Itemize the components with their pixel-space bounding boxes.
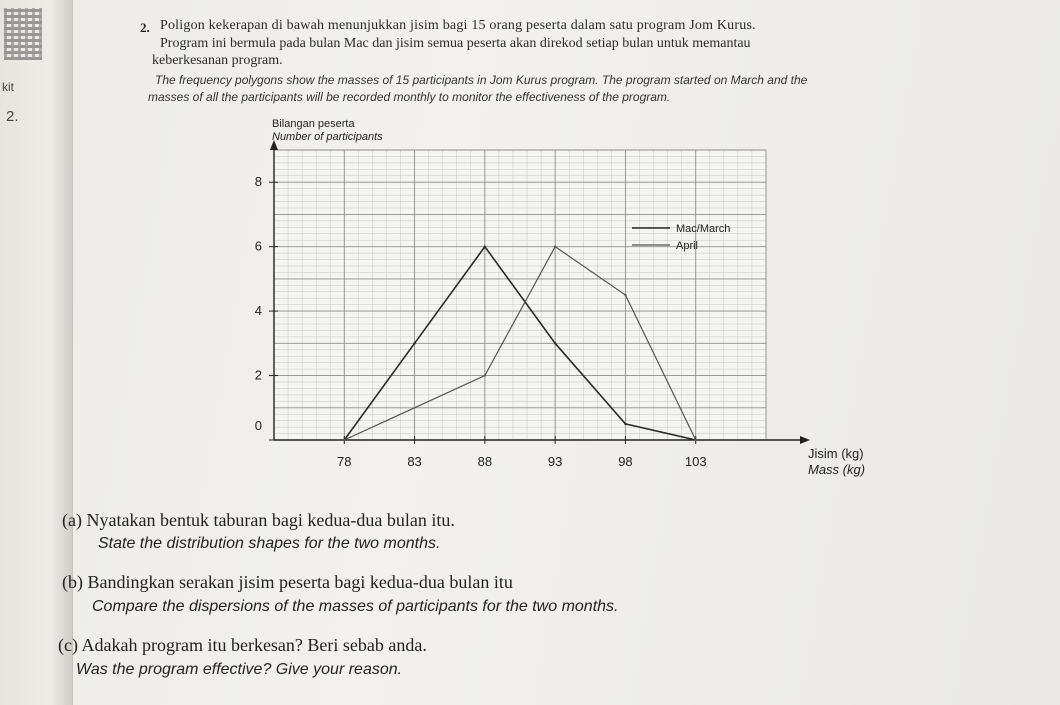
data-point	[624, 423, 626, 425]
question-english-line-2: masses of all the participants will be recorded monthly to monitor the effectiveness of the program.	[148, 90, 671, 104]
data-point	[413, 342, 415, 344]
x-tick-label: 93	[547, 454, 563, 469]
qr-code-icon	[4, 8, 42, 60]
y-axis-label: Number of participants	[272, 131, 383, 143]
part-b-malay	[62, 572, 513, 593]
data-point	[554, 245, 556, 247]
data-point	[695, 439, 697, 441]
y-tick-label: 4	[254, 303, 262, 319]
frequency-polygon-chart	[240, 140, 810, 485]
part-a-malay	[62, 510, 455, 531]
y-tick-label: 0	[254, 418, 262, 433]
question-english-line-1: The frequency polygons show the masses of 15 participants in Jom Kurus program. The program started on March and the	[155, 73, 808, 87]
data-point	[343, 439, 345, 441]
y-tick-label: 2	[254, 367, 262, 383]
x-tick-label: 88	[477, 454, 493, 469]
part-a-malay-text: Nyatakan bentuk taburan bagi kedua-dua bulan itu.	[86, 510, 455, 530]
part-b-english: Compare the dispersions of the masses of participants for the two months.	[92, 598, 619, 615]
margin-label: kit	[2, 80, 14, 94]
x-tick-label: 83	[407, 454, 422, 469]
y-axis-arrow-icon	[270, 140, 278, 150]
part-c-english: Was the program effective? Give your reason.	[76, 661, 403, 678]
x-tick-label: 98	[618, 454, 633, 469]
question-malay-line-2: Program ini bermula pada bulan Mac dan jisim semua peserta akan direkod setiap bulan untuk memantau	[160, 36, 751, 51]
part-b-label: (b)	[62, 572, 83, 592]
question-malay-line-1: Poligon kekerapan di bawah menunjukkan jisim bagi 15 orang peserta dalam satu program Jom Kurus.	[160, 18, 756, 33]
margin-question-number: 2.	[6, 108, 19, 125]
data-point	[484, 245, 486, 247]
question-number: 2.	[140, 20, 150, 35]
x-tick-label: 78	[337, 454, 352, 469]
y-tick-label: 8	[254, 174, 262, 190]
part-c-malay	[58, 635, 427, 656]
x-axis-label-malay: Jisim (kg)	[808, 446, 864, 461]
data-point	[484, 374, 486, 376]
x-axis-label: Mass (kg)	[808, 462, 866, 477]
legend-entry: April	[676, 240, 699, 252]
previous-page-margin	[0, 0, 73, 705]
y-tick-label: 6	[254, 238, 262, 254]
part-a-english: State the distribution shapes for the two months.	[98, 535, 441, 552]
question-malay-line-3: keberkesanan program.	[152, 53, 283, 68]
y-axis-label-malay: Bilangan peserta	[272, 118, 355, 130]
data-point	[624, 294, 626, 296]
part-c-label: (c)	[58, 635, 78, 655]
legend-entry: Mac/March	[676, 223, 731, 235]
x-tick-label: 103	[684, 454, 707, 469]
part-c-malay-text: Adakah program itu berkesan? Beri sebab anda.	[81, 635, 427, 655]
x-axis-arrow-icon	[800, 436, 810, 444]
part-a-label: (a)	[62, 510, 82, 530]
data-point	[554, 342, 556, 344]
part-b-malay-text: Bandingkan serakan jisim peserta bagi kedua-dua bulan itu	[87, 572, 513, 592]
